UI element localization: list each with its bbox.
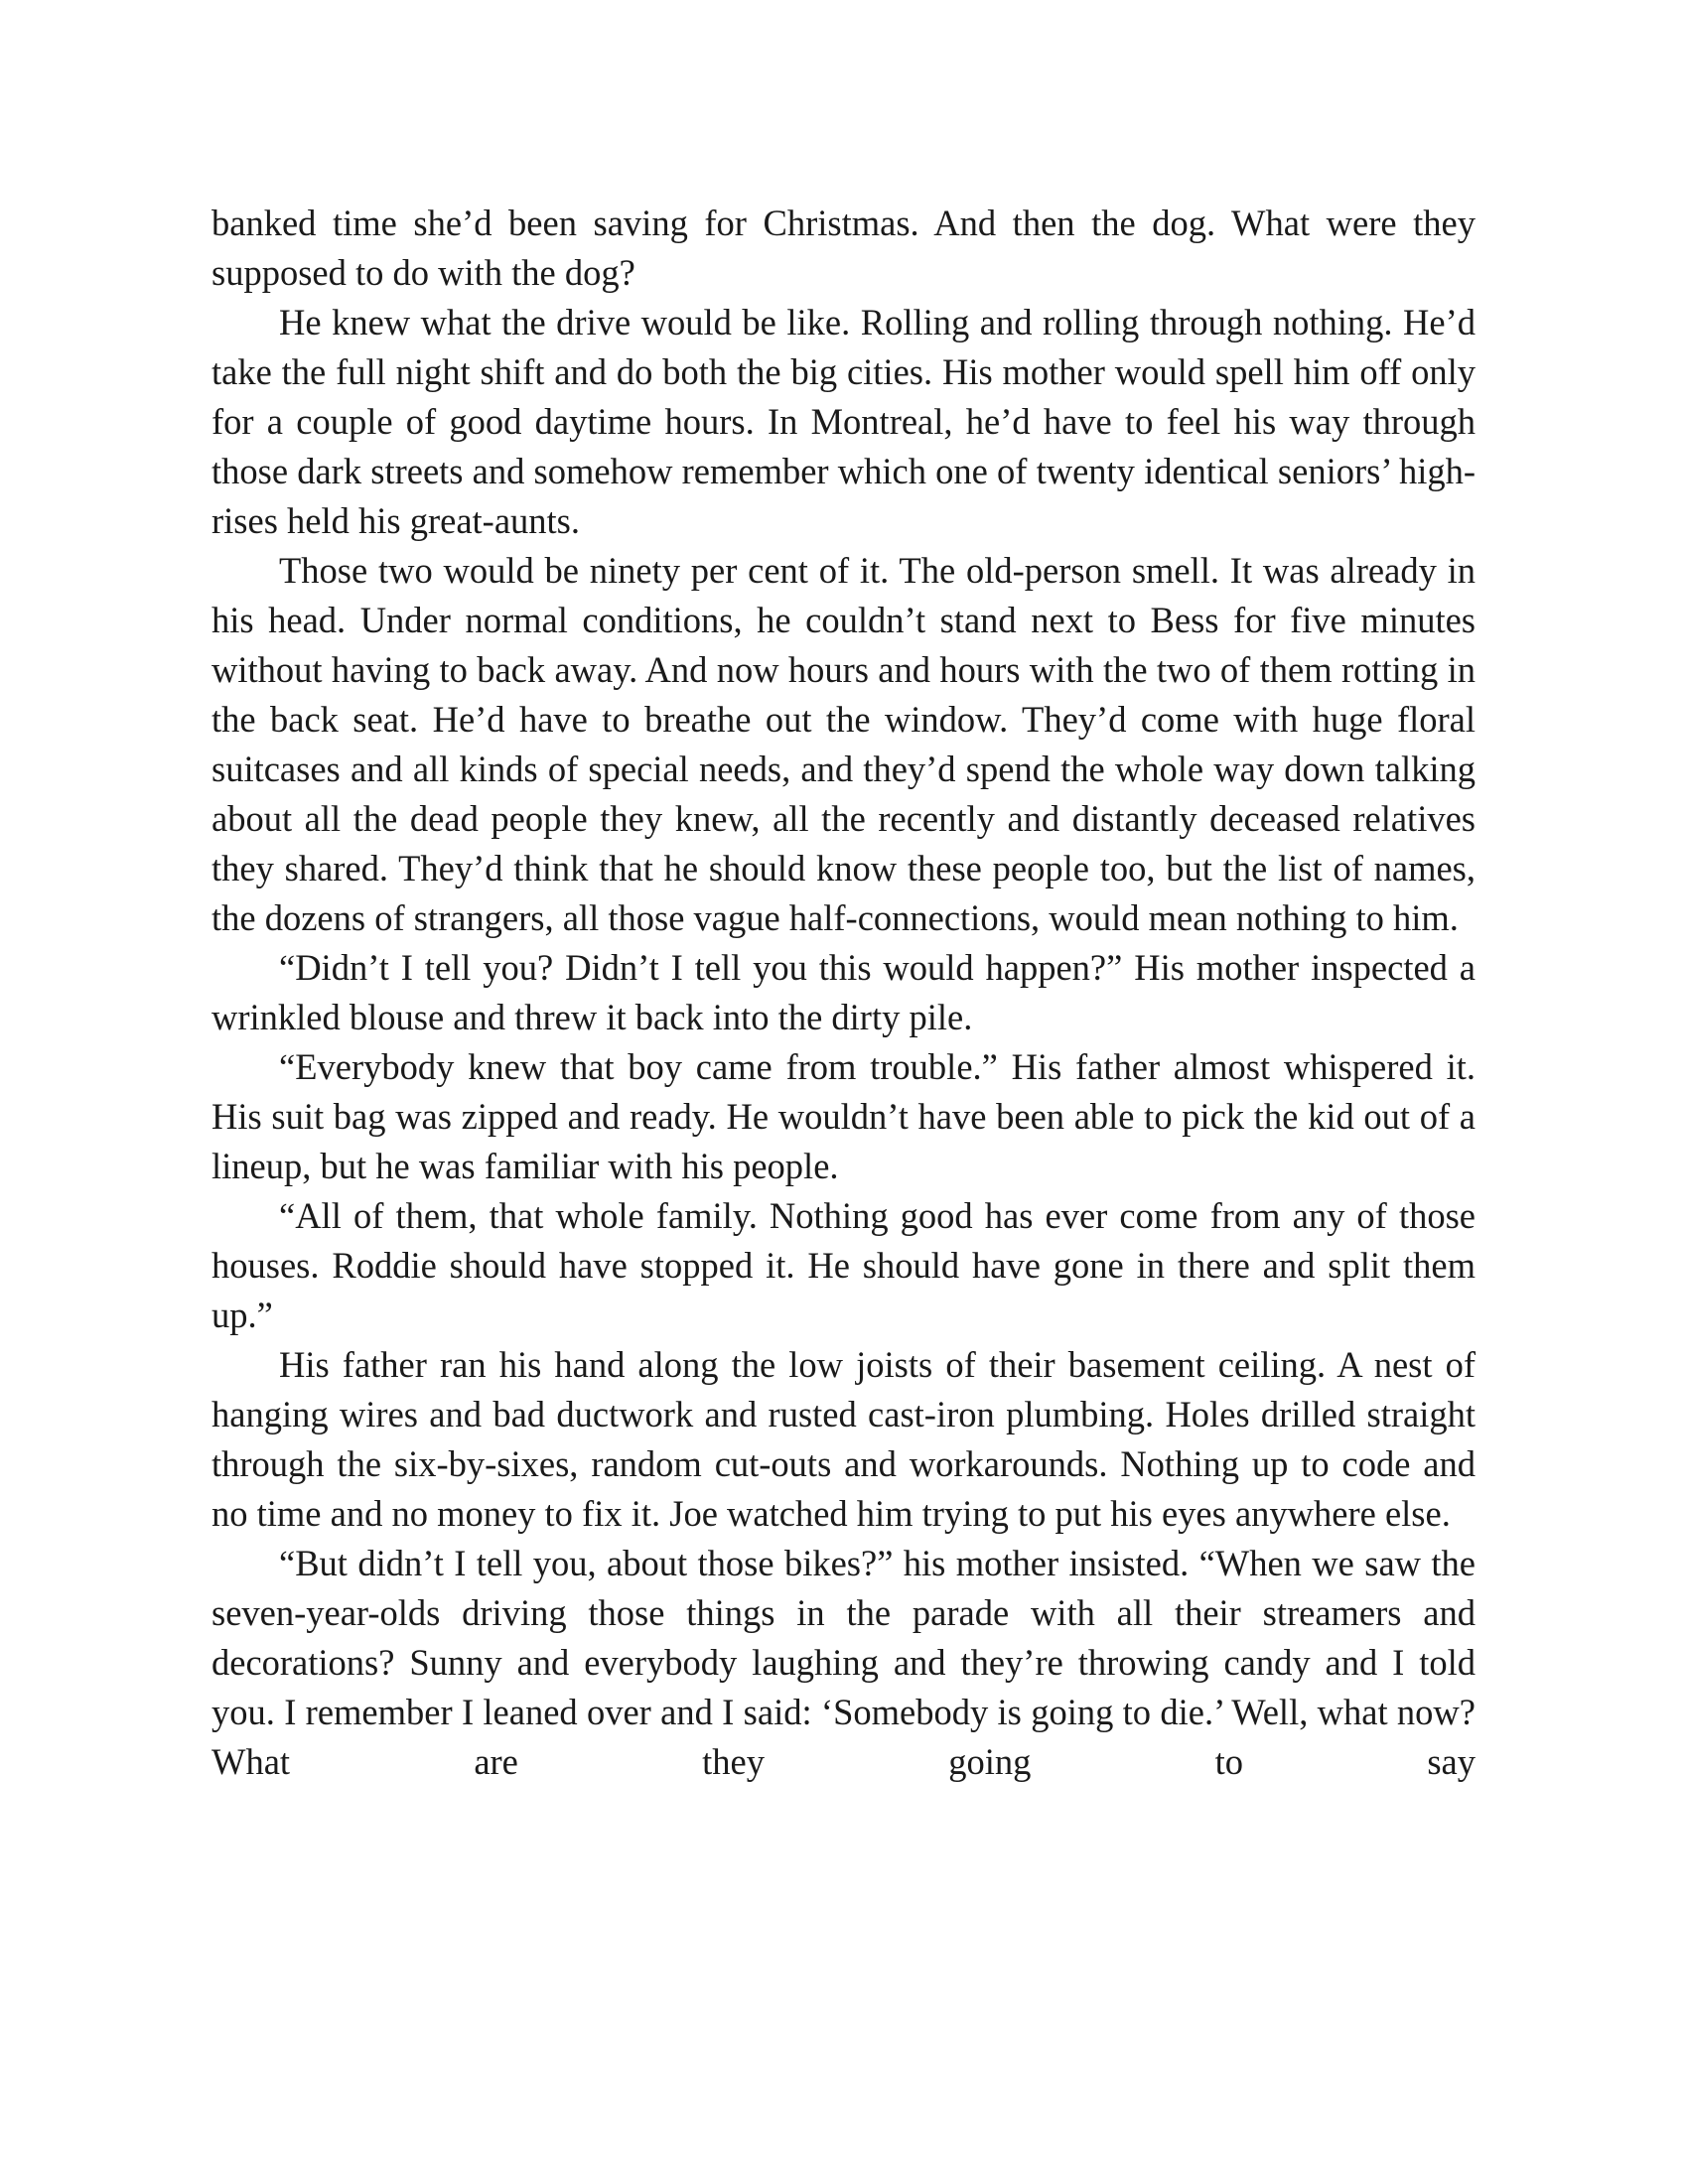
paragraph-7: His father ran his hand along the low joists of their basement ceiling. A nest of hanging wires and bad ductwork and rusted cast-iron plumbing. Holes drilled straight through the six-by-sixes, random cut-outs and workarounds. Nothing up to code and no time and no money to fix it. Joe watched him trying to put his eyes anywhere else. <box>211 1344 1476 1534</box>
paragraph-6: “All of them, that whole family. Nothing good has ever come from any of those houses. Roddie should have stopped it. He should have gone in there and split them up.” <box>211 1195 1476 1335</box>
paragraph-2: He knew what the drive would be like. Rolling and rolling through nothing. He’d take the full night shift and do both the big cities. His mother would spell him off only for a couple of good daytime hours. In Montreal, he’d have to feel his way through those dark streets and somehow remember which one of twenty identical seniors’ high-rises held his great-aunts. <box>211 302 1476 541</box>
paragraph-5: “Everybody knew that boy came from trouble.” His father almost whispered it. His suit bag was zipped and ready. He wouldn’t have been able to pick the kid out of a lineup, but he was familiar with his people. <box>211 1046 1476 1186</box>
paragraph-8: “But didn’t I tell you, about those bikes?” his mother insisted. “When we saw the seven-year-olds driving those things in the parade with all their streamers and decorations? Sunny and everybody laughing and they’re throwing candy and I told you. I remember I leaned over and I said: ‘Somebody is going to die.’ Well, what now? What are they going to say <box>211 1543 1476 1782</box>
paragraph-3: Those two would be ninety per cent of it. The old-person smell. It was already in his head. Under normal conditions, he couldn’t stand next to Bess for five minutes without having to back away. And now hours and hours with the two of them rotting in the back seat. He’d have to breathe out the window. They’d come with huge floral suitcases and all kinds of special needs, and they’d spend the whole way down talking about all the dead people they knew, all the recently and distantly deceased relatives they shared. They’d think that he should know these people too, but the list of names, the dozens of strangers, all those vague half-connections, would mean nothing to him. <box>211 550 1476 938</box>
paragraph-4: “Didn’t I tell you? Didn’t I tell you this would happen?” His mother inspected a wrinkled blouse and threw it back into the dirty pile. <box>211 947 1476 1037</box>
paragraph-1: banked time she’d been saving for Christmas. And then the dog. What were they supposed to do with the dog? <box>211 203 1476 293</box>
body-text <box>211 199 1476 1787</box>
